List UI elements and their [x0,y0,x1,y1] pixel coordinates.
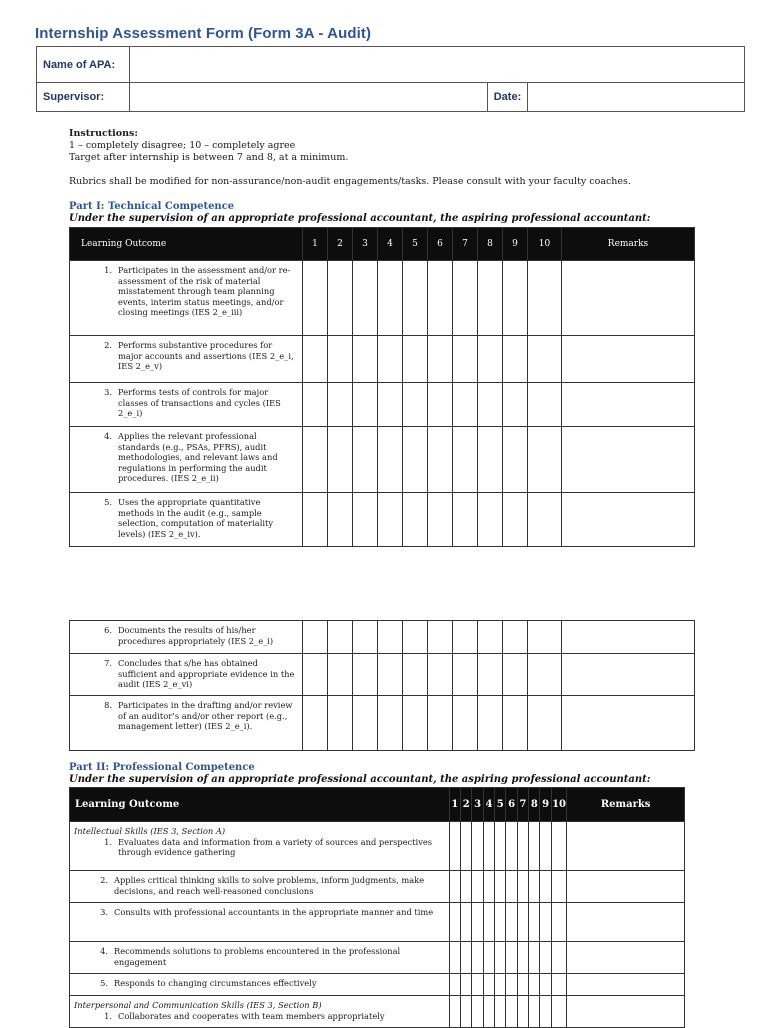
score-cell-6[interactable] [428,696,453,751]
item-text: Uses the appropriate quantitative methods in the audit (e.g., sample selection, computation of materiality levels) (IES 2_e_iv). [118,497,274,539]
date-field[interactable] [528,83,745,112]
part1-score-header-9: 9 [503,228,528,261]
score-cell-1[interactable] [449,942,460,974]
score-cell-8[interactable] [529,903,540,942]
score-cell-5[interactable] [403,336,428,383]
part1-continued-table [69,620,695,751]
score-cell-4[interactable] [483,871,494,903]
part1-learning-outcome-header: Learning Outcome [70,228,303,261]
remarks-cell[interactable] [567,871,685,903]
score-cell-10[interactable] [528,261,562,336]
item-number: 4. [104,431,112,441]
score-cell-8[interactable] [529,871,540,903]
score-cell-1[interactable] [303,261,328,336]
score-cell-5[interactable] [495,942,506,974]
learning-outcome-item [94,265,296,318]
instructions-heading: Instructions: [69,128,138,139]
learning-outcome-cell [70,621,303,654]
score-cell-4[interactable] [483,974,494,996]
score-cell-1[interactable] [303,696,328,751]
part2-score-header-6: 6 [506,788,517,822]
score-cell-7[interactable] [517,903,528,942]
score-cell-9[interactable] [503,336,528,383]
score-cell-7[interactable] [453,383,478,427]
part1-score-header-6: 6 [428,228,453,261]
score-cell-8[interactable] [529,974,540,996]
score-cell-8[interactable] [478,383,503,427]
apa-header-table [36,46,745,112]
remarks-cell[interactable] [562,261,695,336]
part1-score-header-3: 3 [353,228,378,261]
learning-outcome-item [74,837,445,858]
table-row [70,996,685,1028]
part1-score-header-8: 8 [478,228,503,261]
remarks-cell[interactable] [562,621,695,654]
table-row [70,942,685,974]
item-text: Collaborates and cooperates with team members appropriately [118,1010,385,1021]
score-cell-4[interactable] [378,336,403,383]
remarks-cell[interactable] [562,654,695,696]
score-cell-10[interactable] [528,383,562,427]
score-cell-6[interactable] [506,903,517,942]
date-label: Date: [487,83,528,112]
part2-score-header-5: 5 [495,788,506,822]
item-number: 6. [104,625,112,635]
part2-score-header-10: 10 [551,788,566,822]
item-number: 8. [104,700,112,710]
score-cell-5[interactable] [495,903,506,942]
score-cell-9[interactable] [540,996,551,1028]
score-cell-10[interactable] [528,336,562,383]
item-text: Participates in the drafting and/or review of an auditor’s and/or other report (e.g., management letter) (IES 2_e_i). [118,700,293,731]
score-cell-5[interactable] [403,493,428,547]
score-cell-3[interactable] [353,336,378,383]
score-cell-2[interactable] [328,696,353,751]
item-number: 1. [104,1010,112,1021]
interpersonal-skills-heading: Interpersonal and Communication Skills (IES 3, Section B) [74,1000,322,1010]
item-number: 2. [100,875,108,885]
item-number: 1. [104,265,112,275]
score-cell-1[interactable] [449,822,460,871]
table-row [70,383,695,427]
score-cell-10[interactable] [551,822,566,871]
score-cell-3[interactable] [472,903,483,942]
table-row [70,871,685,903]
learning-outcome-cell [70,696,303,751]
learning-outcome-item [90,907,443,918]
part2-score-header-2: 2 [461,788,472,822]
score-cell-1[interactable] [303,383,328,427]
learning-outcome-cell [70,871,450,903]
learning-outcome-item [94,340,296,372]
score-cell-3[interactable] [472,871,483,903]
score-cell-4[interactable] [378,621,403,654]
intellectual-skills-heading: Intellectual Skills (IES 3, Section A) [74,826,226,836]
score-cell-2[interactable] [328,493,353,547]
score-cell-1[interactable] [449,903,460,942]
score-cell-8[interactable] [478,654,503,696]
score-cell-2[interactable] [328,621,353,654]
remarks-cell[interactable] [567,942,685,974]
score-cell-9[interactable] [503,696,528,751]
score-cell-9[interactable] [503,654,528,696]
part1-score-header-2: 2 [328,228,353,261]
score-cell-10[interactable] [551,942,566,974]
score-cell-9[interactable] [540,903,551,942]
score-cell-6[interactable] [428,654,453,696]
part2-score-header-4: 4 [483,788,494,822]
supervisor-field[interactable] [129,83,487,112]
item-text: Concludes that s/he has obtained sufficient and appropriate evidence in the audit (IES 2_e_vi) [118,658,295,689]
score-cell-1[interactable] [303,654,328,696]
learning-outcome-cell [70,336,303,383]
score-cell-1[interactable] [303,493,328,547]
learning-outcome-item [94,497,296,539]
table-row [70,427,695,493]
score-cell-3[interactable] [472,822,483,871]
learning-outcome-item [90,875,443,896]
remarks-cell[interactable] [562,336,695,383]
part1-title: Part I: Technical Competence [69,201,235,212]
part1-assessment-table [69,227,695,547]
score-cell-6[interactable] [506,871,517,903]
score-cell-10[interactable] [528,427,562,493]
score-cell-5[interactable] [403,654,428,696]
remarks-cell[interactable] [567,822,685,871]
item-text: Documents the results of his/her procedures appropriately (IES 2_e_i) [118,625,274,646]
score-cell-6[interactable] [506,974,517,996]
part2-remarks-header: Remarks [567,788,685,822]
score-cell-2[interactable] [461,903,472,942]
score-cell-5[interactable] [403,696,428,751]
score-cell-4[interactable] [483,942,494,974]
score-cell-10[interactable] [528,621,562,654]
item-number: 2. [104,340,112,350]
score-cell-6[interactable] [428,621,453,654]
score-cell-4[interactable] [378,261,403,336]
supervisor-label: Supervisor: [37,83,130,112]
score-cell-6[interactable] [506,996,517,1028]
score-cell-6[interactable] [506,822,517,871]
remarks-cell[interactable] [562,427,695,493]
score-cell-9[interactable] [540,871,551,903]
name-of-apa-field[interactable] [129,47,744,83]
score-cell-2[interactable] [461,871,472,903]
part2-title: Part II: Professional Competence [69,762,255,773]
item-number: 1. [104,836,112,847]
instructions-target-line: Target after internship is between 7 and 8, at a minimum. [69,152,349,163]
part2-score-header-8: 8 [529,788,540,822]
score-cell-4[interactable] [378,493,403,547]
learning-outcome-cell [70,383,303,427]
item-text: Performs substantive procedures for major accounts and assertions (IES 2_e_i, IES 2_e_v) [118,340,294,371]
score-cell-1[interactable] [303,621,328,654]
score-cell-3[interactable] [353,696,378,751]
item-text: Recommends solutions to problems encountered in the professional engagement [114,946,401,967]
part1-score-header-10: 10 [528,228,562,261]
score-cell-9[interactable] [503,621,528,654]
score-cell-8[interactable] [478,621,503,654]
score-cell-7[interactable] [517,996,528,1028]
learning-outcome-cell [70,974,450,996]
table-row [70,822,685,871]
score-cell-9[interactable] [540,942,551,974]
item-text: Participates in the assessment and/or re-assessment of the risk of material misstatement through team planning events, interim status meetings, and/or closing meetings (IES 2_e_iii) [118,265,291,317]
score-cell-4[interactable] [483,822,494,871]
item-number: 3. [104,387,112,397]
score-cell-7[interactable] [453,493,478,547]
part2-score-header-1: 1 [449,788,460,822]
item-number: 4. [100,946,108,956]
score-cell-6[interactable] [428,427,453,493]
part2-score-header-9: 9 [540,788,551,822]
part2-score-header-3: 3 [472,788,483,822]
part2-subtitle: Under the supervision of an appropriate professional accountant, the aspiring professional accountant: [69,774,651,785]
learning-outcome-cell [70,942,450,974]
score-cell-6[interactable] [428,493,453,547]
table-row [70,493,695,547]
score-cell-9[interactable] [503,493,528,547]
score-cell-3[interactable] [353,654,378,696]
score-cell-7[interactable] [453,336,478,383]
score-cell-8[interactable] [478,427,503,493]
score-cell-4[interactable] [483,903,494,942]
score-cell-9[interactable] [540,974,551,996]
score-cell-2[interactable] [461,942,472,974]
score-cell-8[interactable] [529,996,540,1028]
score-cell-4[interactable] [378,383,403,427]
learning-outcome-cell [70,493,303,547]
score-cell-1[interactable] [303,427,328,493]
table-row [70,261,695,336]
score-cell-9[interactable] [503,261,528,336]
learning-outcome-item [90,978,443,989]
score-cell-7[interactable] [453,261,478,336]
score-cell-2[interactable] [461,822,472,871]
score-cell-3[interactable] [353,383,378,427]
score-cell-1[interactable] [303,336,328,383]
item-number: 7. [104,658,112,668]
part1-score-header-1: 1 [303,228,328,261]
score-cell-8[interactable] [478,336,503,383]
item-text: Responds to changing circumstances effectively [114,978,317,988]
score-cell-2[interactable] [328,336,353,383]
item-text: Performs tests of controls for major classes of transactions and cycles (IES 2_e_i) [118,387,281,418]
score-cell-7[interactable] [517,942,528,974]
score-cell-9[interactable] [540,822,551,871]
instructions-rubrics-line: Rubrics shall be modified for non-assurance/non-audit engagements/tasks. Please consult with your faculty coaches. [69,176,631,187]
score-cell-7[interactable] [517,871,528,903]
instructions-scale-line: 1 – completely disagree; 10 – completely agree [69,140,296,151]
learning-outcome-item [94,431,296,484]
score-cell-1[interactable] [449,996,460,1028]
score-cell-10[interactable] [551,974,566,996]
item-text: Evaluates data and information from a variety of sources and perspectives through evidence gathering [118,836,433,857]
score-cell-6[interactable] [428,383,453,427]
learning-outcome-item [94,387,296,419]
score-cell-7[interactable] [517,974,528,996]
part1-score-header-5: 5 [403,228,428,261]
remarks-cell[interactable] [562,696,695,751]
score-cell-8[interactable] [478,696,503,751]
part1-score-header-4: 4 [378,228,403,261]
score-cell-2[interactable] [328,654,353,696]
score-cell-10[interactable] [551,903,566,942]
part2-assessment-table [69,787,685,1028]
score-cell-3[interactable] [353,621,378,654]
remarks-cell[interactable] [567,974,685,996]
score-cell-2[interactable] [328,261,353,336]
item-number: 5. [100,978,108,988]
learning-outcome-item [94,658,296,690]
score-cell-10[interactable] [551,871,566,903]
instructions-block [69,128,709,188]
table-row [70,696,695,751]
learning-outcome-cell [70,261,303,336]
score-cell-8[interactable] [529,822,540,871]
score-cell-3[interactable] [472,942,483,974]
part2-learning-outcome-header: Learning Outcome [70,788,450,822]
learning-outcome-cell [70,996,450,1028]
table-row [70,903,685,942]
score-cell-2[interactable] [328,427,353,493]
score-cell-6[interactable] [506,942,517,974]
score-cell-8[interactable] [478,493,503,547]
remarks-cell[interactable] [567,903,685,942]
learning-outcome-cell [70,903,450,942]
item-number: 5. [104,497,112,507]
learning-outcome-cell [70,822,450,871]
score-cell-5[interactable] [403,383,428,427]
score-cell-3[interactable] [472,996,483,1028]
score-cell-10[interactable] [528,696,562,751]
score-cell-7[interactable] [517,822,528,871]
score-cell-4[interactable] [378,654,403,696]
score-cell-4[interactable] [378,696,403,751]
part1-score-header-7: 7 [453,228,478,261]
score-cell-3[interactable] [353,261,378,336]
form-title: Internship Assessment Form (Form 3A - Audit) [35,25,372,42]
score-cell-7[interactable] [453,427,478,493]
learning-outcome-cell [70,654,303,696]
score-cell-9[interactable] [503,427,528,493]
score-cell-7[interactable] [453,621,478,654]
item-number: 3. [100,907,108,917]
name-of-apa-label: Name of APA: [37,47,130,83]
score-cell-3[interactable] [353,493,378,547]
score-cell-2[interactable] [328,383,353,427]
score-cell-9[interactable] [503,383,528,427]
score-cell-1[interactable] [449,974,460,996]
table-row [70,974,685,996]
score-cell-3[interactable] [353,427,378,493]
item-text: Applies critical thinking skills to solve problems, inform judgments, make decisions, and reach well-reasoned conclusions [114,875,425,896]
score-cell-5[interactable] [495,996,506,1028]
part1-subtitle: Under the supervision of an appropriate professional accountant, the aspiring professional accountant: [69,213,651,224]
score-cell-10[interactable] [528,654,562,696]
score-cell-5[interactable] [495,822,506,871]
learning-outcome-item [90,946,443,967]
score-cell-8[interactable] [478,261,503,336]
score-cell-3[interactable] [472,974,483,996]
score-cell-10[interactable] [528,493,562,547]
score-cell-5[interactable] [495,974,506,996]
item-text: Consults with professional accountants in the appropriate manner and time [114,907,434,917]
learning-outcome-item [94,625,296,646]
score-cell-10[interactable] [551,996,566,1028]
score-cell-7[interactable] [453,654,478,696]
remarks-cell[interactable] [562,493,695,547]
score-cell-5[interactable] [403,621,428,654]
learning-outcome-cell [70,427,303,493]
remarks-cell[interactable] [567,996,685,1028]
score-cell-2[interactable] [461,996,472,1028]
score-cell-6[interactable] [428,336,453,383]
score-cell-5[interactable] [495,871,506,903]
item-text: Applies the relevant professional standards (e.g., PSAs, PFRS), audit methodologies, and relevant laws and regulations in performing the audit procedures. (IES 2_e_ii) [118,431,278,483]
learning-outcome-item [74,1011,445,1022]
part2-score-header-7: 7 [517,788,528,822]
score-cell-5[interactable] [403,261,428,336]
score-cell-4[interactable] [378,427,403,493]
table-row [70,654,695,696]
score-cell-4[interactable] [483,996,494,1028]
learning-outcome-item [94,700,296,732]
score-cell-2[interactable] [461,974,472,996]
score-cell-1[interactable] [449,871,460,903]
table-row [70,621,695,654]
score-cell-8[interactable] [529,942,540,974]
score-cell-5[interactable] [403,427,428,493]
table-row [70,336,695,383]
remarks-cell[interactable] [562,383,695,427]
score-cell-7[interactable] [453,696,478,751]
part1-remarks-header: Remarks [562,228,695,261]
score-cell-6[interactable] [428,261,453,336]
